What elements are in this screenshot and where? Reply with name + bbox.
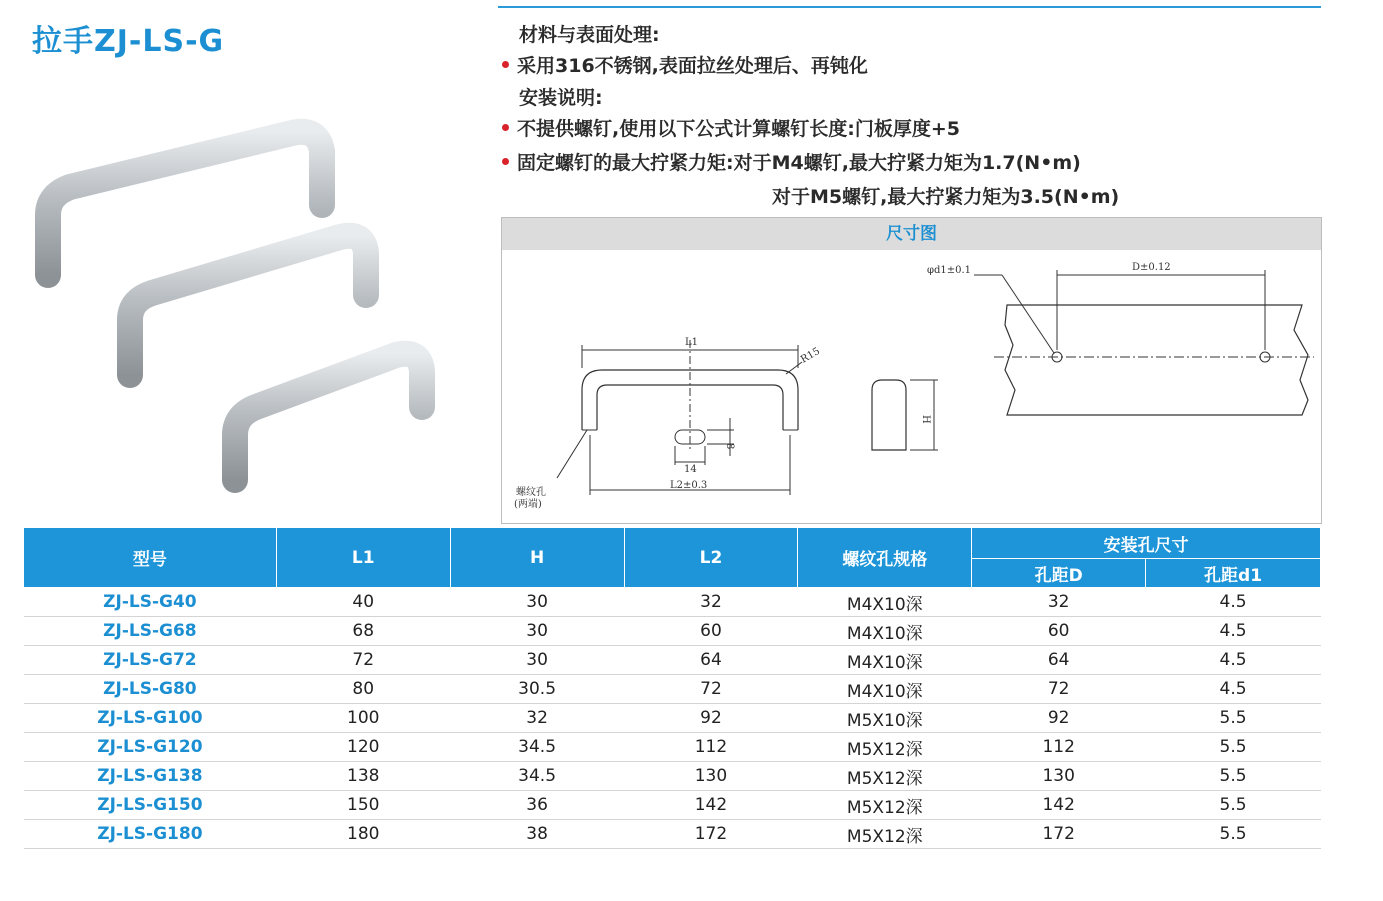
cell-model: ZJ-LS-G72 <box>24 646 277 675</box>
handle-small <box>235 354 422 480</box>
cell-model: ZJ-LS-G40 <box>24 588 277 617</box>
label-h: H <box>920 415 931 424</box>
material-heading: 材料与表面处理: <box>519 24 660 46</box>
install-text-1: 不提供螺钉,使用以下公式计算螺钉长度:门板厚度+5 <box>517 118 960 140</box>
spec-table <box>23 527 1321 849</box>
cell-h: 34.5 <box>450 762 624 791</box>
top-divider <box>498 6 1321 8</box>
table-row <box>24 820 1321 849</box>
label-l2: L2±0.3 <box>670 480 708 491</box>
cell-l1: 40 <box>276 588 450 617</box>
page-title: 拉手ZJ-LS-G <box>32 24 225 59</box>
cell-model: ZJ-LS-G138 <box>24 762 277 791</box>
label-14: 14 <box>684 464 697 475</box>
cell-thread: M5X12深 <box>798 791 972 820</box>
cell-d1: 5.5 <box>1146 791 1321 820</box>
cell-l2: 130 <box>624 762 798 791</box>
cell-thread: M4X10深 <box>798 675 972 704</box>
header-h: H <box>450 528 624 588</box>
label-thread-hole: 螺纹孔 <box>516 487 546 498</box>
install-heading: 安装说明: <box>519 87 603 109</box>
header-l2: L2 <box>624 528 798 588</box>
cell-d: 72 <box>972 675 1146 704</box>
label-l1: L1 <box>685 337 699 348</box>
cell-l2: 142 <box>624 791 798 820</box>
table-row <box>24 675 1321 704</box>
cell-thread: M5X12深 <box>798 762 972 791</box>
cell-l1: 138 <box>276 762 450 791</box>
cell-l2: 112 <box>624 733 798 762</box>
cell-d: 64 <box>972 646 1146 675</box>
install-text-2: 固定螺钉的最大拧紧力矩:对于M4螺钉,最大拧紧力矩为1.7(N•m) <box>517 152 1081 174</box>
cell-model: ZJ-LS-G180 <box>24 820 277 849</box>
cell-d: 112 <box>972 733 1146 762</box>
cell-d: 142 <box>972 791 1146 820</box>
cell-thread: M4X10深 <box>798 646 972 675</box>
header-hole-d1: 孔距d1 <box>1146 559 1321 588</box>
bullet-icon <box>502 61 509 68</box>
cell-l2: 72 <box>624 675 798 704</box>
table-row <box>24 617 1321 646</box>
cell-model: ZJ-LS-G80 <box>24 675 277 704</box>
product-photo <box>30 115 490 515</box>
cell-d1: 4.5 <box>1146 588 1321 617</box>
cell-thread: M4X10深 <box>798 617 972 646</box>
cell-h: 30 <box>450 617 624 646</box>
cell-thread: M5X10深 <box>798 704 972 733</box>
label-d1: φd1±0.1 <box>927 265 972 276</box>
label-8: 8 <box>724 443 735 450</box>
cell-d1: 4.5 <box>1146 675 1321 704</box>
table-row <box>24 733 1321 762</box>
cell-d1: 5.5 <box>1146 820 1321 849</box>
material-text: 采用316不锈钢,表面拉丝处理后、再钝化 <box>517 55 868 77</box>
cell-thread: M5X12深 <box>798 820 972 849</box>
header-model: 型号 <box>24 528 277 588</box>
cell-l2: 64 <box>624 646 798 675</box>
material-item <box>502 51 868 78</box>
cell-l2: 92 <box>624 704 798 733</box>
cell-l1: 68 <box>276 617 450 646</box>
cell-l2: 172 <box>624 820 798 849</box>
cell-d: 130 <box>972 762 1146 791</box>
label-r15: R15 <box>799 345 823 366</box>
dimension-drawing-panel <box>501 217 1322 524</box>
bullet-icon <box>502 158 509 165</box>
cell-model: ZJ-LS-G120 <box>24 733 277 762</box>
cell-h: 36 <box>450 791 624 820</box>
install-item-torque <box>502 148 1081 175</box>
table-row <box>24 762 1321 791</box>
cell-d1: 5.5 <box>1146 733 1321 762</box>
dimension-drawing <box>502 250 1321 523</box>
table-row <box>24 704 1321 733</box>
label-both-ends: (两端) <box>514 499 542 510</box>
cell-d: 32 <box>972 588 1146 617</box>
install-item-screw <box>502 114 960 141</box>
cell-d: 92 <box>972 704 1146 733</box>
bullet-icon <box>502 124 509 131</box>
cell-l1: 80 <box>276 675 450 704</box>
cell-h: 30 <box>450 646 624 675</box>
cell-model: ZJ-LS-G68 <box>24 617 277 646</box>
cell-model: ZJ-LS-G100 <box>24 704 277 733</box>
cell-l2: 60 <box>624 617 798 646</box>
header-l1: L1 <box>276 528 450 588</box>
cell-d: 172 <box>972 820 1146 849</box>
cell-l1: 120 <box>276 733 450 762</box>
cell-l1: 100 <box>276 704 450 733</box>
header-hole-d: 孔距D <box>972 559 1146 588</box>
table-row <box>24 791 1321 820</box>
header-thread: 螺纹孔规格 <box>798 528 972 588</box>
dimension-drawing-header: 尺寸图 <box>502 218 1321 250</box>
cell-d1: 4.5 <box>1146 617 1321 646</box>
cell-thread: M4X10深 <box>798 588 972 617</box>
cell-d1: 4.5 <box>1146 646 1321 675</box>
cell-h: 32 <box>450 704 624 733</box>
handle-medium <box>130 236 366 375</box>
cell-model: ZJ-LS-G150 <box>24 791 277 820</box>
cell-d1: 5.5 <box>1146 762 1321 791</box>
cell-l1: 180 <box>276 820 450 849</box>
cell-l1: 150 <box>276 791 450 820</box>
cell-h: 30.5 <box>450 675 624 704</box>
cell-l2: 32 <box>624 588 798 617</box>
cell-h: 34.5 <box>450 733 624 762</box>
cell-d1: 5.5 <box>1146 704 1321 733</box>
table-row <box>24 646 1321 675</box>
cell-h: 30 <box>450 588 624 617</box>
header-mount: 安装孔尺寸 <box>972 528 1321 559</box>
cell-l1: 72 <box>276 646 450 675</box>
install-text-3: 对于M5螺钉,最大拧紧力矩为3.5(N•m) <box>772 186 1120 208</box>
cell-h: 38 <box>450 820 624 849</box>
table-row <box>24 588 1321 617</box>
cell-d: 60 <box>972 617 1146 646</box>
label-d: D±0.12 <box>1132 262 1171 273</box>
cell-thread: M5X12深 <box>798 733 972 762</box>
